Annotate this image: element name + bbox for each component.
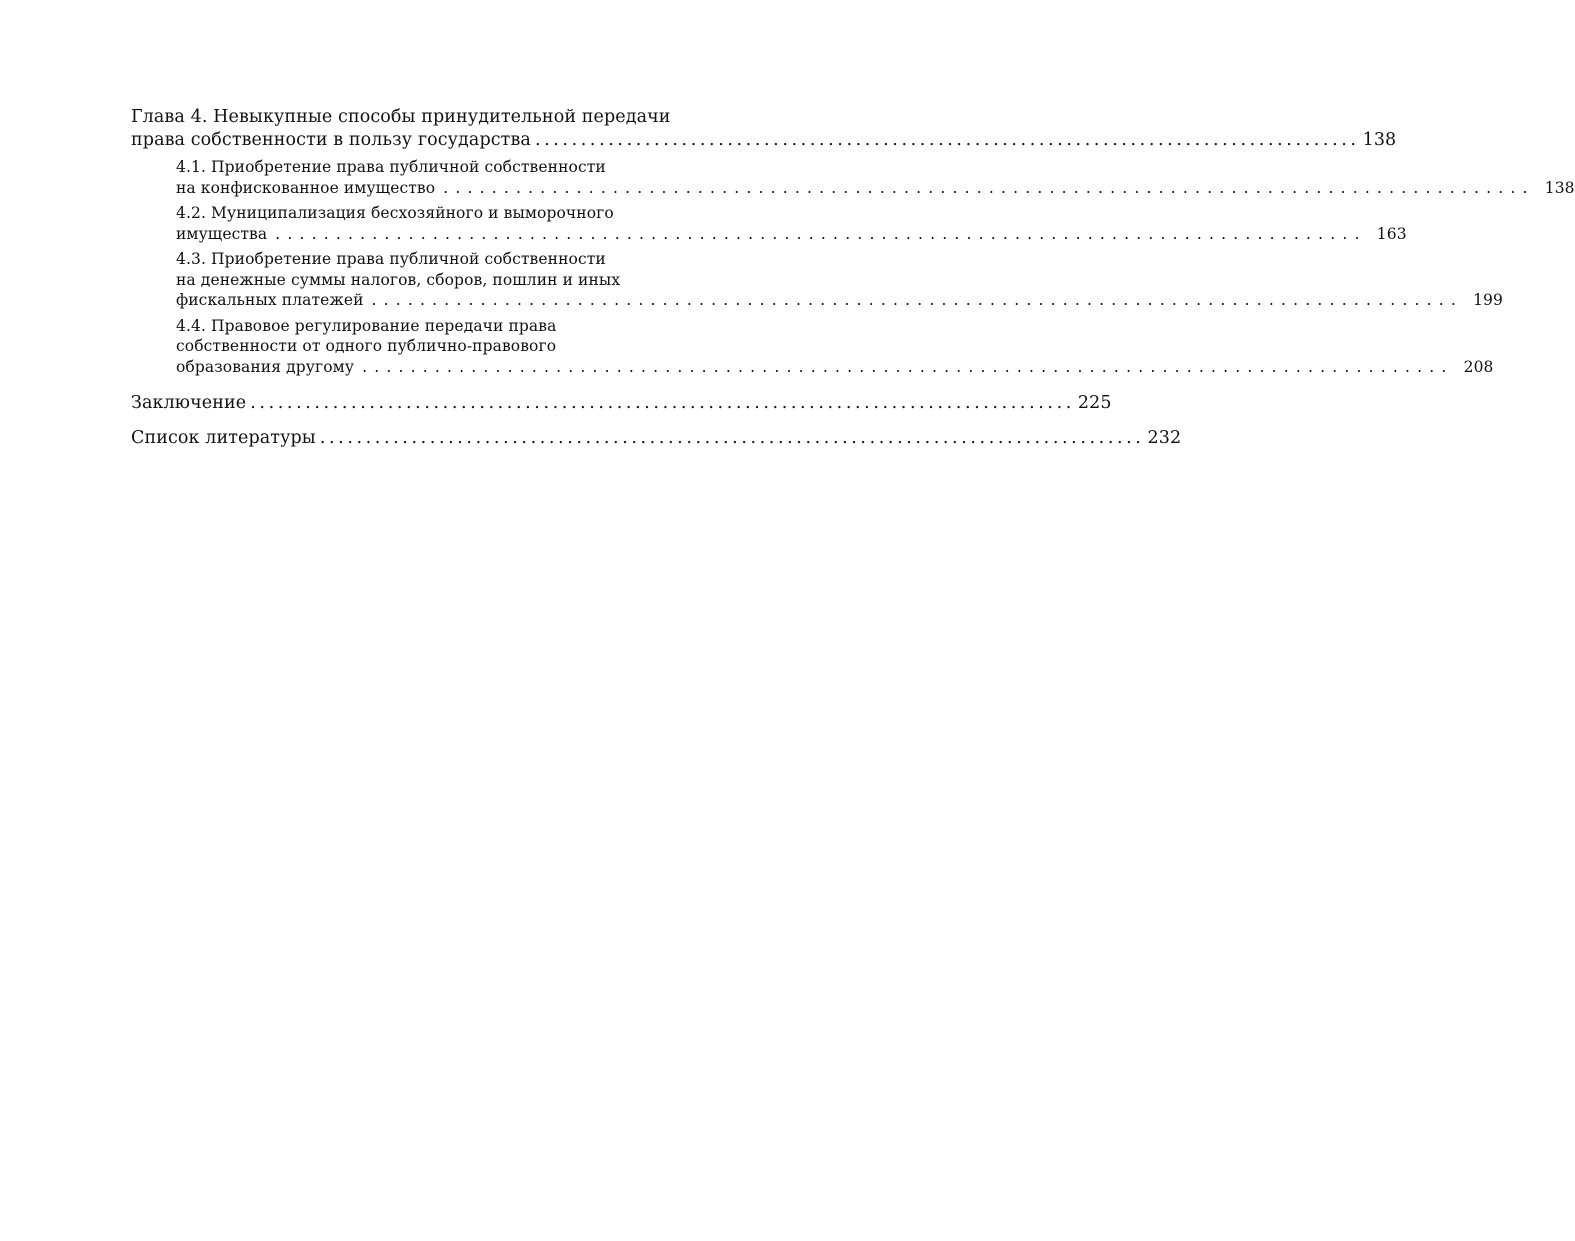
toc-entry-title-line: 4.2. Муниципализация бесхозяйного и выморочного xyxy=(176,204,614,222)
toc-entry-last-line xyxy=(131,392,1112,415)
toc-entry-last-line xyxy=(176,357,1494,378)
toc-entry-4-4[interactable] xyxy=(131,316,1494,378)
toc-page-number: 232 xyxy=(1147,428,1182,448)
toc-entry-conclusion[interactable] xyxy=(131,392,1112,415)
toc-entry-title-line: на денежные суммы налогов, сборов, пошлин и иных xyxy=(176,270,621,289)
toc-page-number: 163 xyxy=(1376,224,1407,243)
toc-entry-last-line xyxy=(131,129,1397,152)
toc-page-number: 199 xyxy=(1473,291,1503,309)
toc-entry-chapter-4[interactable] xyxy=(131,106,1397,152)
toc-page-number: 138 xyxy=(1544,178,1575,197)
toc-entry-title-end: права собственности в пользу государства xyxy=(131,130,531,150)
toc-entry-title-end: имущества xyxy=(176,224,268,243)
toc-entry-title-line: 4.1. Приобретение права публичной собственности xyxy=(176,158,606,176)
dot-leader: .......................................................................................... xyxy=(319,428,1145,448)
dot-leader: .......................................................................................... xyxy=(275,224,1367,243)
toc-entry-title-end: Заключение xyxy=(131,393,247,413)
toc-entry-title-line: 4.3. Приобретение права публичной собственности xyxy=(176,250,606,268)
toc-entry-title-line: Глава 4. Невыкупные способы принудительной передачи xyxy=(131,107,671,127)
dot-leader: .......................................................................................... xyxy=(534,130,1360,150)
toc-entry-title-end: образования другому xyxy=(176,357,355,376)
table-of-contents xyxy=(131,106,1575,450)
toc-entry-title-line: собственности от одного публично-правового xyxy=(176,337,557,355)
toc-page-number: 225 xyxy=(1077,393,1112,413)
toc-entry-4-2[interactable] xyxy=(131,203,1407,244)
toc-entry-4-1[interactable] xyxy=(131,157,1575,198)
toc-page-number: 208 xyxy=(1463,357,1494,376)
dot-leader: .......................................................................................... xyxy=(443,178,1535,197)
toc-entry-title-line: 4.4. Правовое регулирование передачи права xyxy=(176,316,557,335)
toc-entry-4-3[interactable] xyxy=(131,249,1503,311)
toc-entry-last-line xyxy=(176,178,1575,199)
toc-entry-last-line xyxy=(131,427,1182,450)
toc-entry-title-end: фискальных платежей xyxy=(176,291,364,309)
dot-leader: .......................................................................................... xyxy=(371,291,1463,309)
dot-leader: .......................................................................................... xyxy=(362,357,1454,376)
toc-entry-last-line xyxy=(176,290,1503,311)
toc-page-number: 138 xyxy=(1362,130,1397,150)
toc-entry-title-end: Список литературы xyxy=(131,428,316,448)
toc-entry-bibliography[interactable] xyxy=(131,427,1182,450)
dot-leader: .......................................................................................... xyxy=(250,393,1075,413)
toc-entry-last-line xyxy=(176,224,1407,245)
toc-entry-title-end: на конфискованное имущество xyxy=(176,178,436,197)
